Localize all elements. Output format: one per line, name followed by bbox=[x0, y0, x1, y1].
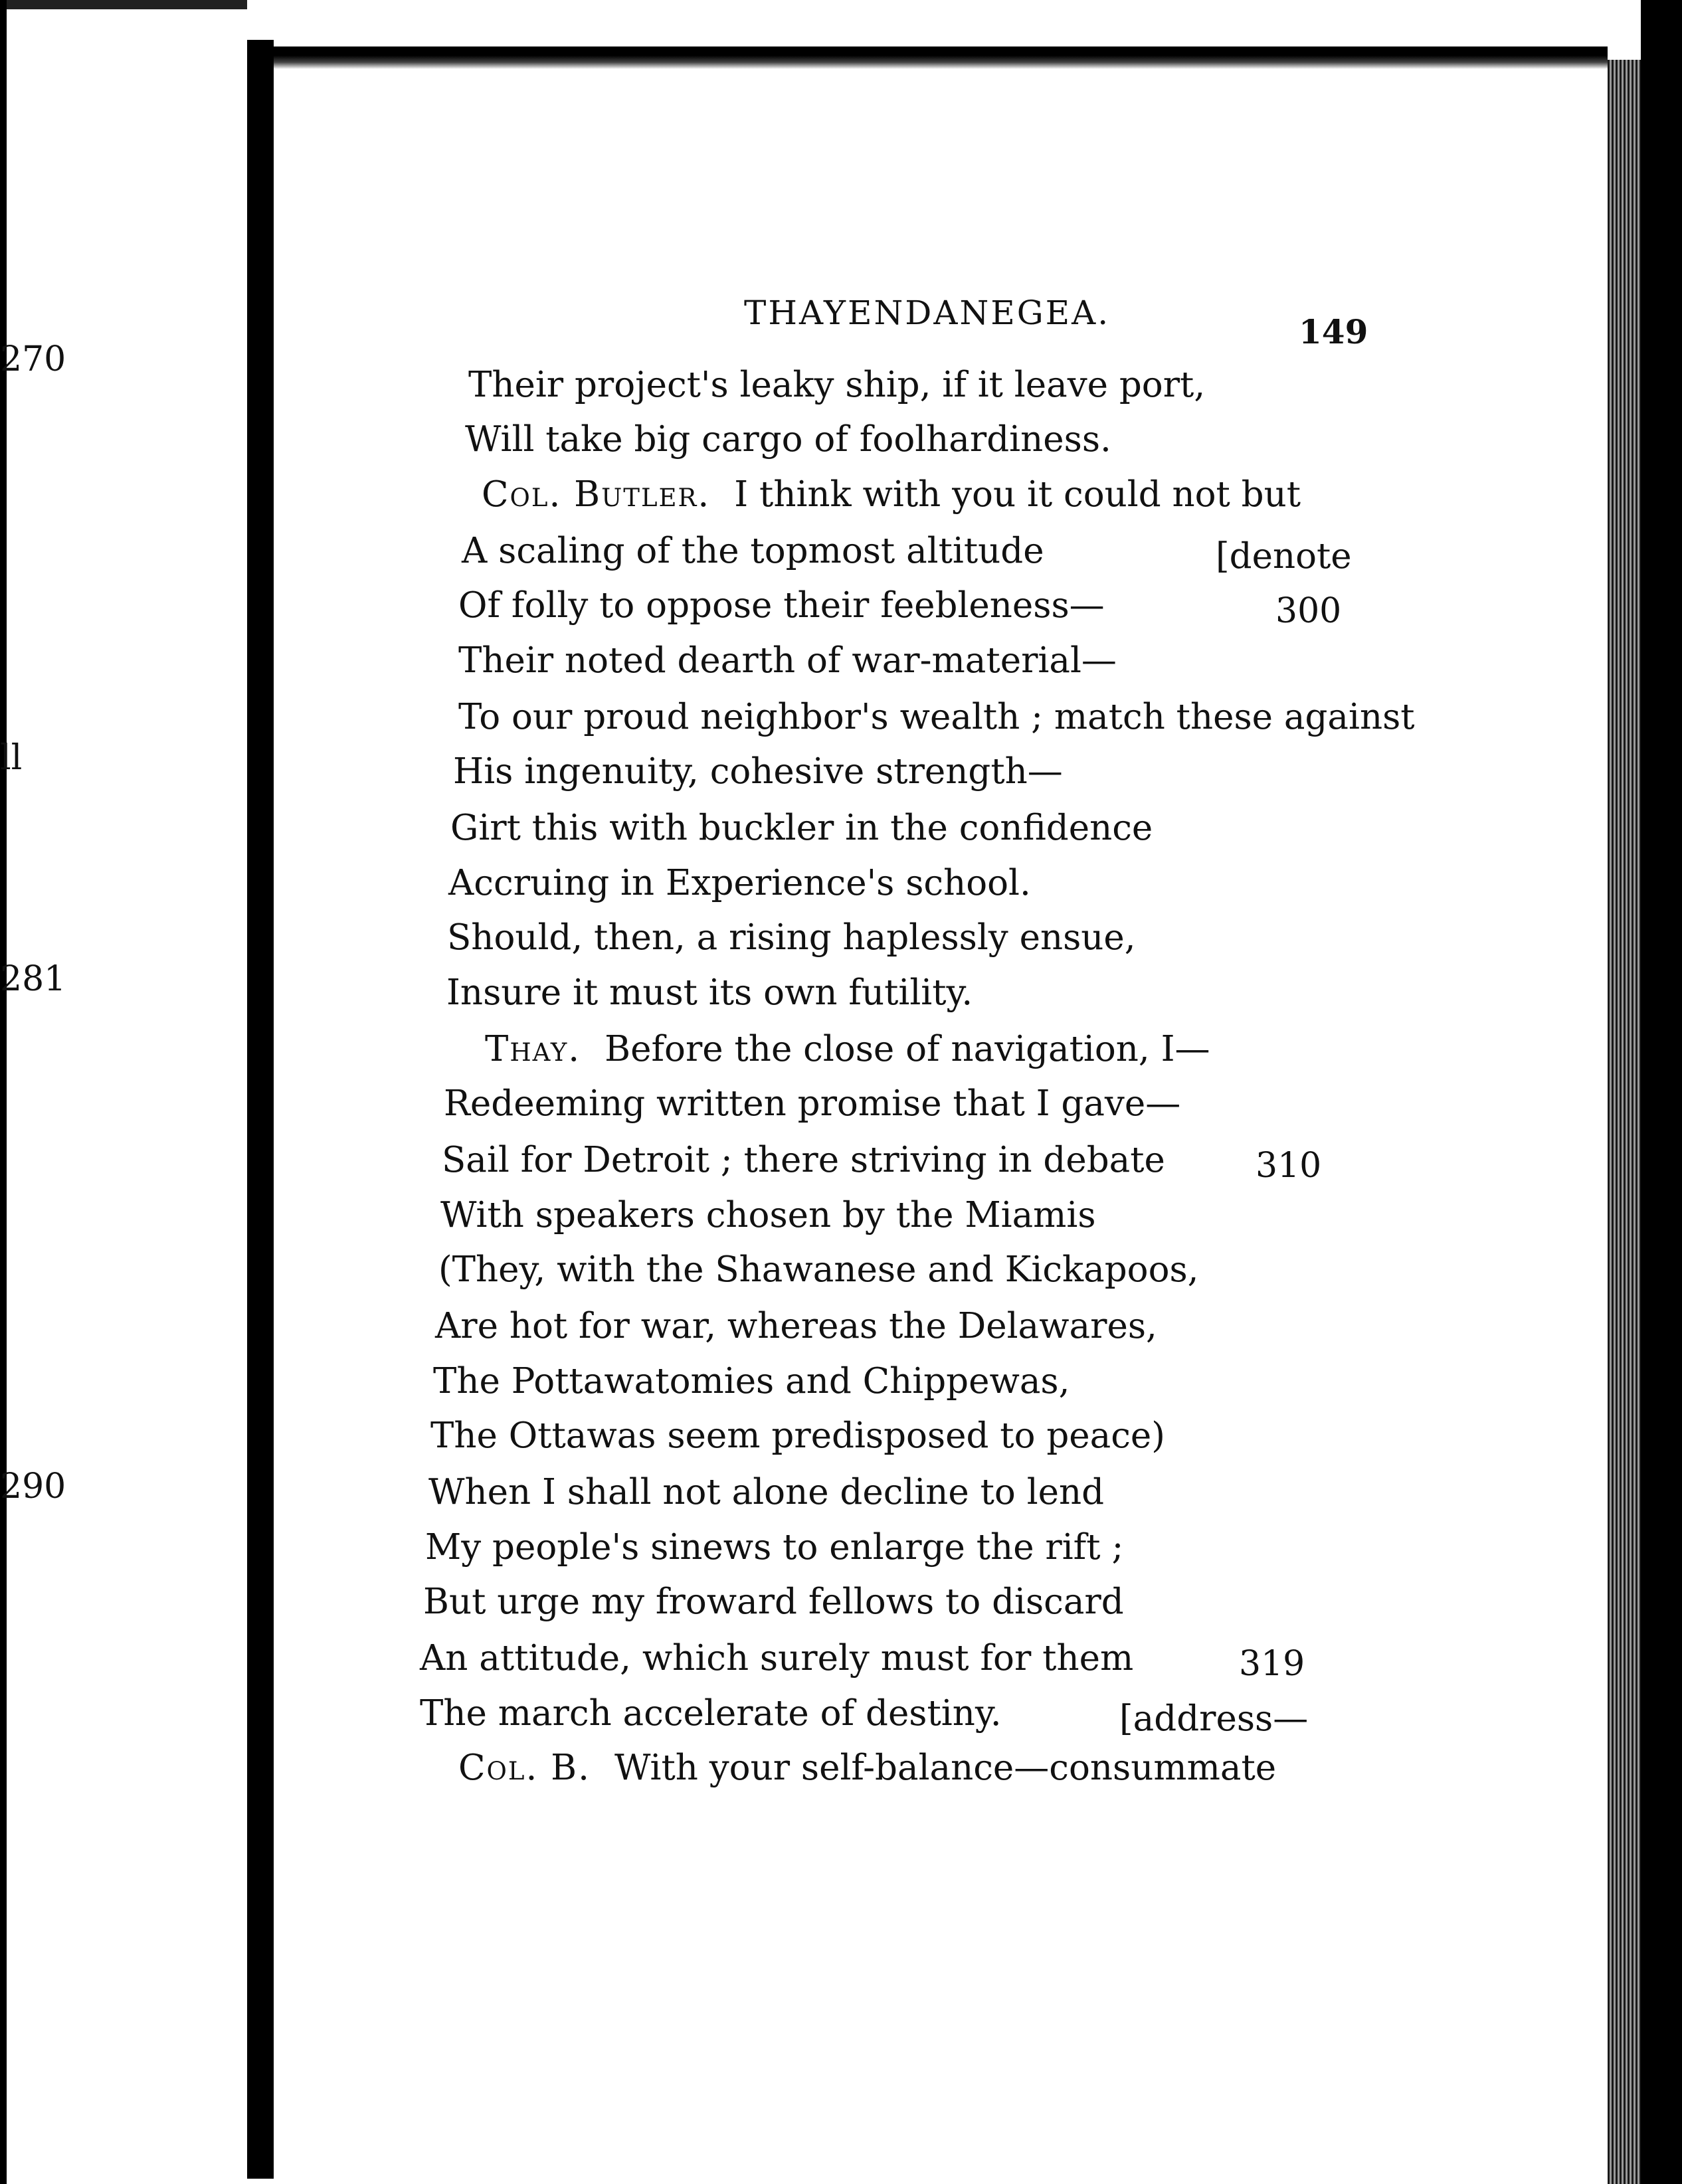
turnover-fragment: [denote bbox=[1216, 536, 1352, 577]
line-number: 310 bbox=[1256, 1146, 1322, 1186]
verse-line-text: To our proud neighbor's wealth ; match these against bbox=[458, 697, 1415, 737]
verse-line-text: A scaling of the topmost altitude bbox=[462, 531, 1044, 571]
verse-line-text: The Ottawas seem predisposed to peace) bbox=[430, 1415, 1165, 1456]
running-head: THAYENDANEGEA. bbox=[744, 294, 1111, 332]
verse-line-text: The march accelerate of destiny. bbox=[420, 1693, 1002, 1734]
previous-page-line-number: 270 bbox=[0, 339, 66, 379]
verse-line-text: The Pottawatomies and Chippewas, bbox=[433, 1361, 1070, 1402]
verse-line-text: (They, with the Shawanese and Kickapoos, bbox=[438, 1249, 1199, 1290]
verse-line-text: Of folly to oppose their feebleness— bbox=[458, 585, 1105, 626]
verse-line-text: Are hot for war, whereas the Delawares, bbox=[435, 1306, 1157, 1346]
verse-line-text: When I shall not alone decline to lend bbox=[428, 1472, 1105, 1512]
turnover-fragment: [address— bbox=[1119, 1698, 1309, 1739]
previous-page-text-fragment: ll bbox=[0, 738, 23, 778]
verse-line-text: His ingenuity, cohesive strength— bbox=[453, 751, 1063, 792]
speaker-name: Col. B. bbox=[458, 1748, 591, 1788]
page-number: 149 bbox=[1299, 312, 1368, 351]
verse-line-text: Redeeming written promise that I gave— bbox=[444, 1083, 1181, 1124]
verse-line-text: Sail for Detroit ; there striving in debate bbox=[442, 1140, 1165, 1180]
verse-line-text: Insure it must its own futility. bbox=[446, 972, 973, 1013]
verse-line-text: With your self-balance—consummate bbox=[614, 1748, 1277, 1788]
speaker-name: Col. Butler. bbox=[482, 474, 711, 515]
verse-line-text: Accruing in Experience's school. bbox=[448, 863, 1031, 903]
verse-line-text: With speakers chosen by the Miamis bbox=[440, 1195, 1096, 1235]
verse-line-text: Will take big cargo of foolhardiness. bbox=[465, 419, 1111, 460]
verse-line-text: Their project's leaky ship, if it leave port, bbox=[468, 365, 1206, 405]
previous-page-line-number: 281 bbox=[0, 959, 66, 999]
verse-line-text: I think with you it could not but bbox=[734, 474, 1301, 515]
verse-line-text: Should, then, a rising haplessly ensue, bbox=[447, 917, 1136, 958]
verse-line-text: My people's sinews to enlarge the rift ; bbox=[425, 1527, 1124, 1568]
previous-page-line-number: 290 bbox=[0, 1467, 66, 1506]
verse-line-text: Their noted dearth of war-material— bbox=[458, 640, 1117, 681]
verse-line-text: Before the close of navigation, I— bbox=[605, 1029, 1210, 1069]
line-number: 300 bbox=[1275, 591, 1342, 631]
verse-line-text: Girt this with buckler in the confidence bbox=[450, 808, 1153, 848]
line-number: 319 bbox=[1239, 1644, 1305, 1684]
verse-line-text: An attitude, which surely must for them bbox=[420, 1638, 1134, 1679]
verse-line-text: But urge my froward fellows to discard bbox=[423, 1582, 1124, 1622]
speaker-name: Thay. bbox=[485, 1029, 581, 1069]
